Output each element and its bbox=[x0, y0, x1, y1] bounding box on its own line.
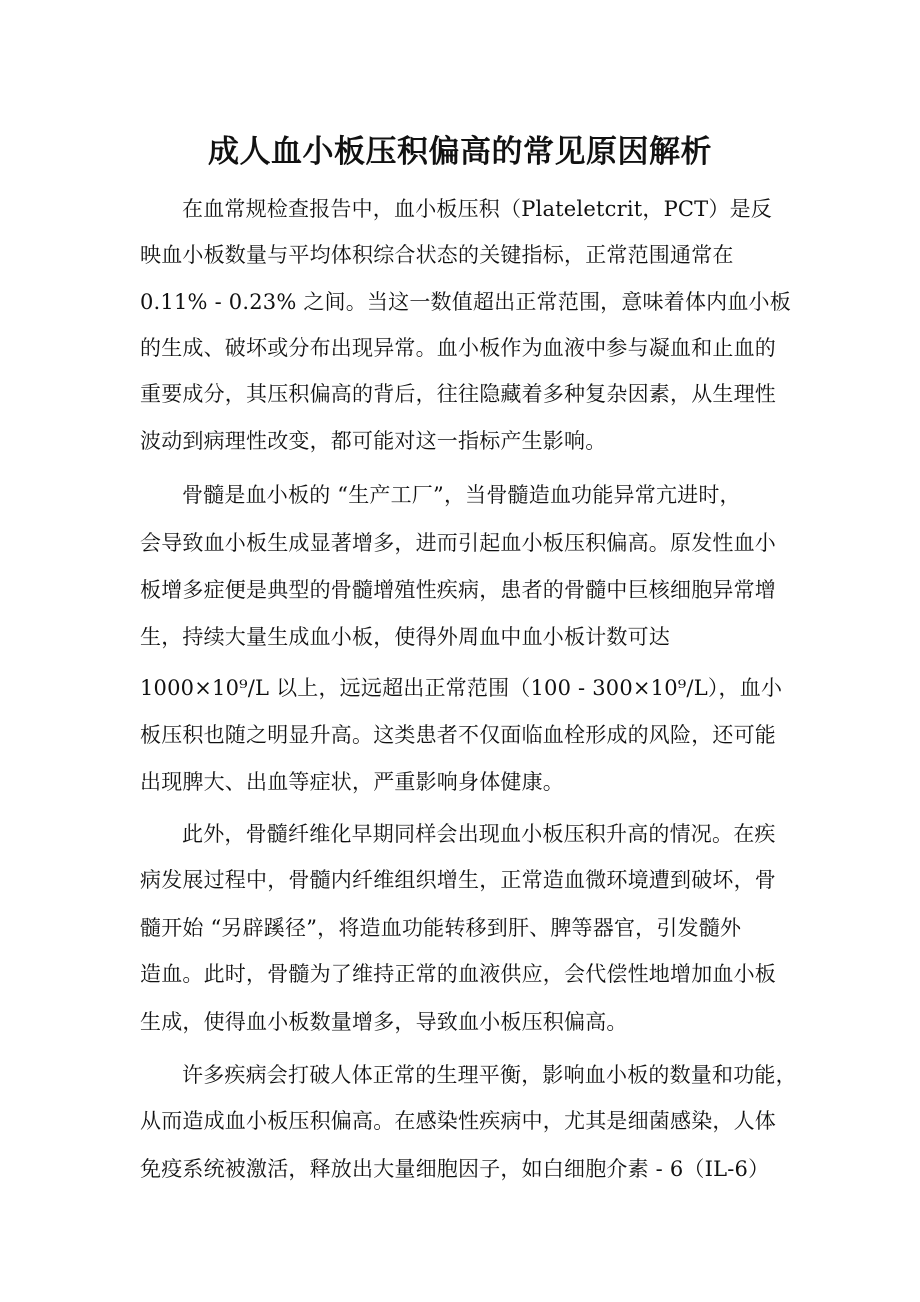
text-line: 会导致血小板生成显著增多，进而引起血小板压积偏高。原发性血小 bbox=[140, 531, 776, 555]
text-line: 此外，骨髓纤维化早期同样会出现血小板压积升高的情况。在疾 bbox=[182, 822, 776, 846]
text-line: 的生成、破坏或分布出现异常。血小板作为血液中参与凝血和止血的 bbox=[140, 336, 776, 360]
text-line: 髓开始 “另辟蹊径”，将造血功能转移到肝、脾等器官，引发髓外 bbox=[140, 916, 742, 940]
text-line: 许多疾病会打破人体正常的生理平衡，影响血小板的数量和功能， bbox=[182, 1063, 797, 1087]
text-line: 在血常规检查报告中，血小板压积（Plateletcrit，PCT）是反 bbox=[182, 197, 772, 221]
text-line: 出现脾大、出血等症状，严重影响身体健康。 bbox=[140, 770, 564, 794]
text-line: 造血。此时，骨髓为了维持正常的血液供应，会代偿性地增加血小板 bbox=[140, 962, 776, 986]
text-line: 病发展过程中，骨髓内纤维组织增生，正常造血微环境遭到破坏，骨 bbox=[140, 868, 776, 892]
text-line: 免疫系统被激活，释放出大量细胞因子，如白细胞介素 - 6（IL-6） bbox=[140, 1157, 770, 1181]
text-line: 波动到病理性改变，都可能对这一指标产生影响。 bbox=[140, 429, 607, 453]
text-line: 生，持续大量生成血小板，使得外周血中血小板计数可达 bbox=[140, 625, 670, 649]
text-line: 板压积也随之明显升高。这类患者不仅面临血栓形成的风险，还可能 bbox=[140, 723, 776, 747]
text-line: 板增多症便是典型的骨髓增殖性疾病，患者的骨髓中巨核细胞异常增 bbox=[140, 578, 776, 602]
page-title: 成人血小板压积偏高的常见原因解析 bbox=[208, 134, 712, 170]
text-line: 0.11% - 0.23% 之间。当这一数值超出正常范围，意味着体内血小板 bbox=[140, 290, 791, 314]
text-line: 生成，使得血小板数量增多，导致血小板压积偏高。 bbox=[140, 1010, 628, 1034]
text-line: 映血小板数量与平均体积综合状态的关键指标，正常范围通常在 bbox=[140, 243, 734, 267]
text-line: 重要成分，其压积偏高的背后，往往隐藏着多种复杂因素，从生理性 bbox=[140, 382, 776, 406]
text-line: 从而造成血小板压积偏高。在感染性疾病中，尤其是细菌感染，人体 bbox=[140, 1109, 776, 1133]
text-line: 骨髓是血小板的 “生产工厂”，当骨髓造血功能异常亢进时， bbox=[182, 483, 741, 507]
text-line: 1000×10⁹/L 以上，远远超出正常范围（100 - 300×10⁹/L），血小 bbox=[140, 676, 783, 700]
